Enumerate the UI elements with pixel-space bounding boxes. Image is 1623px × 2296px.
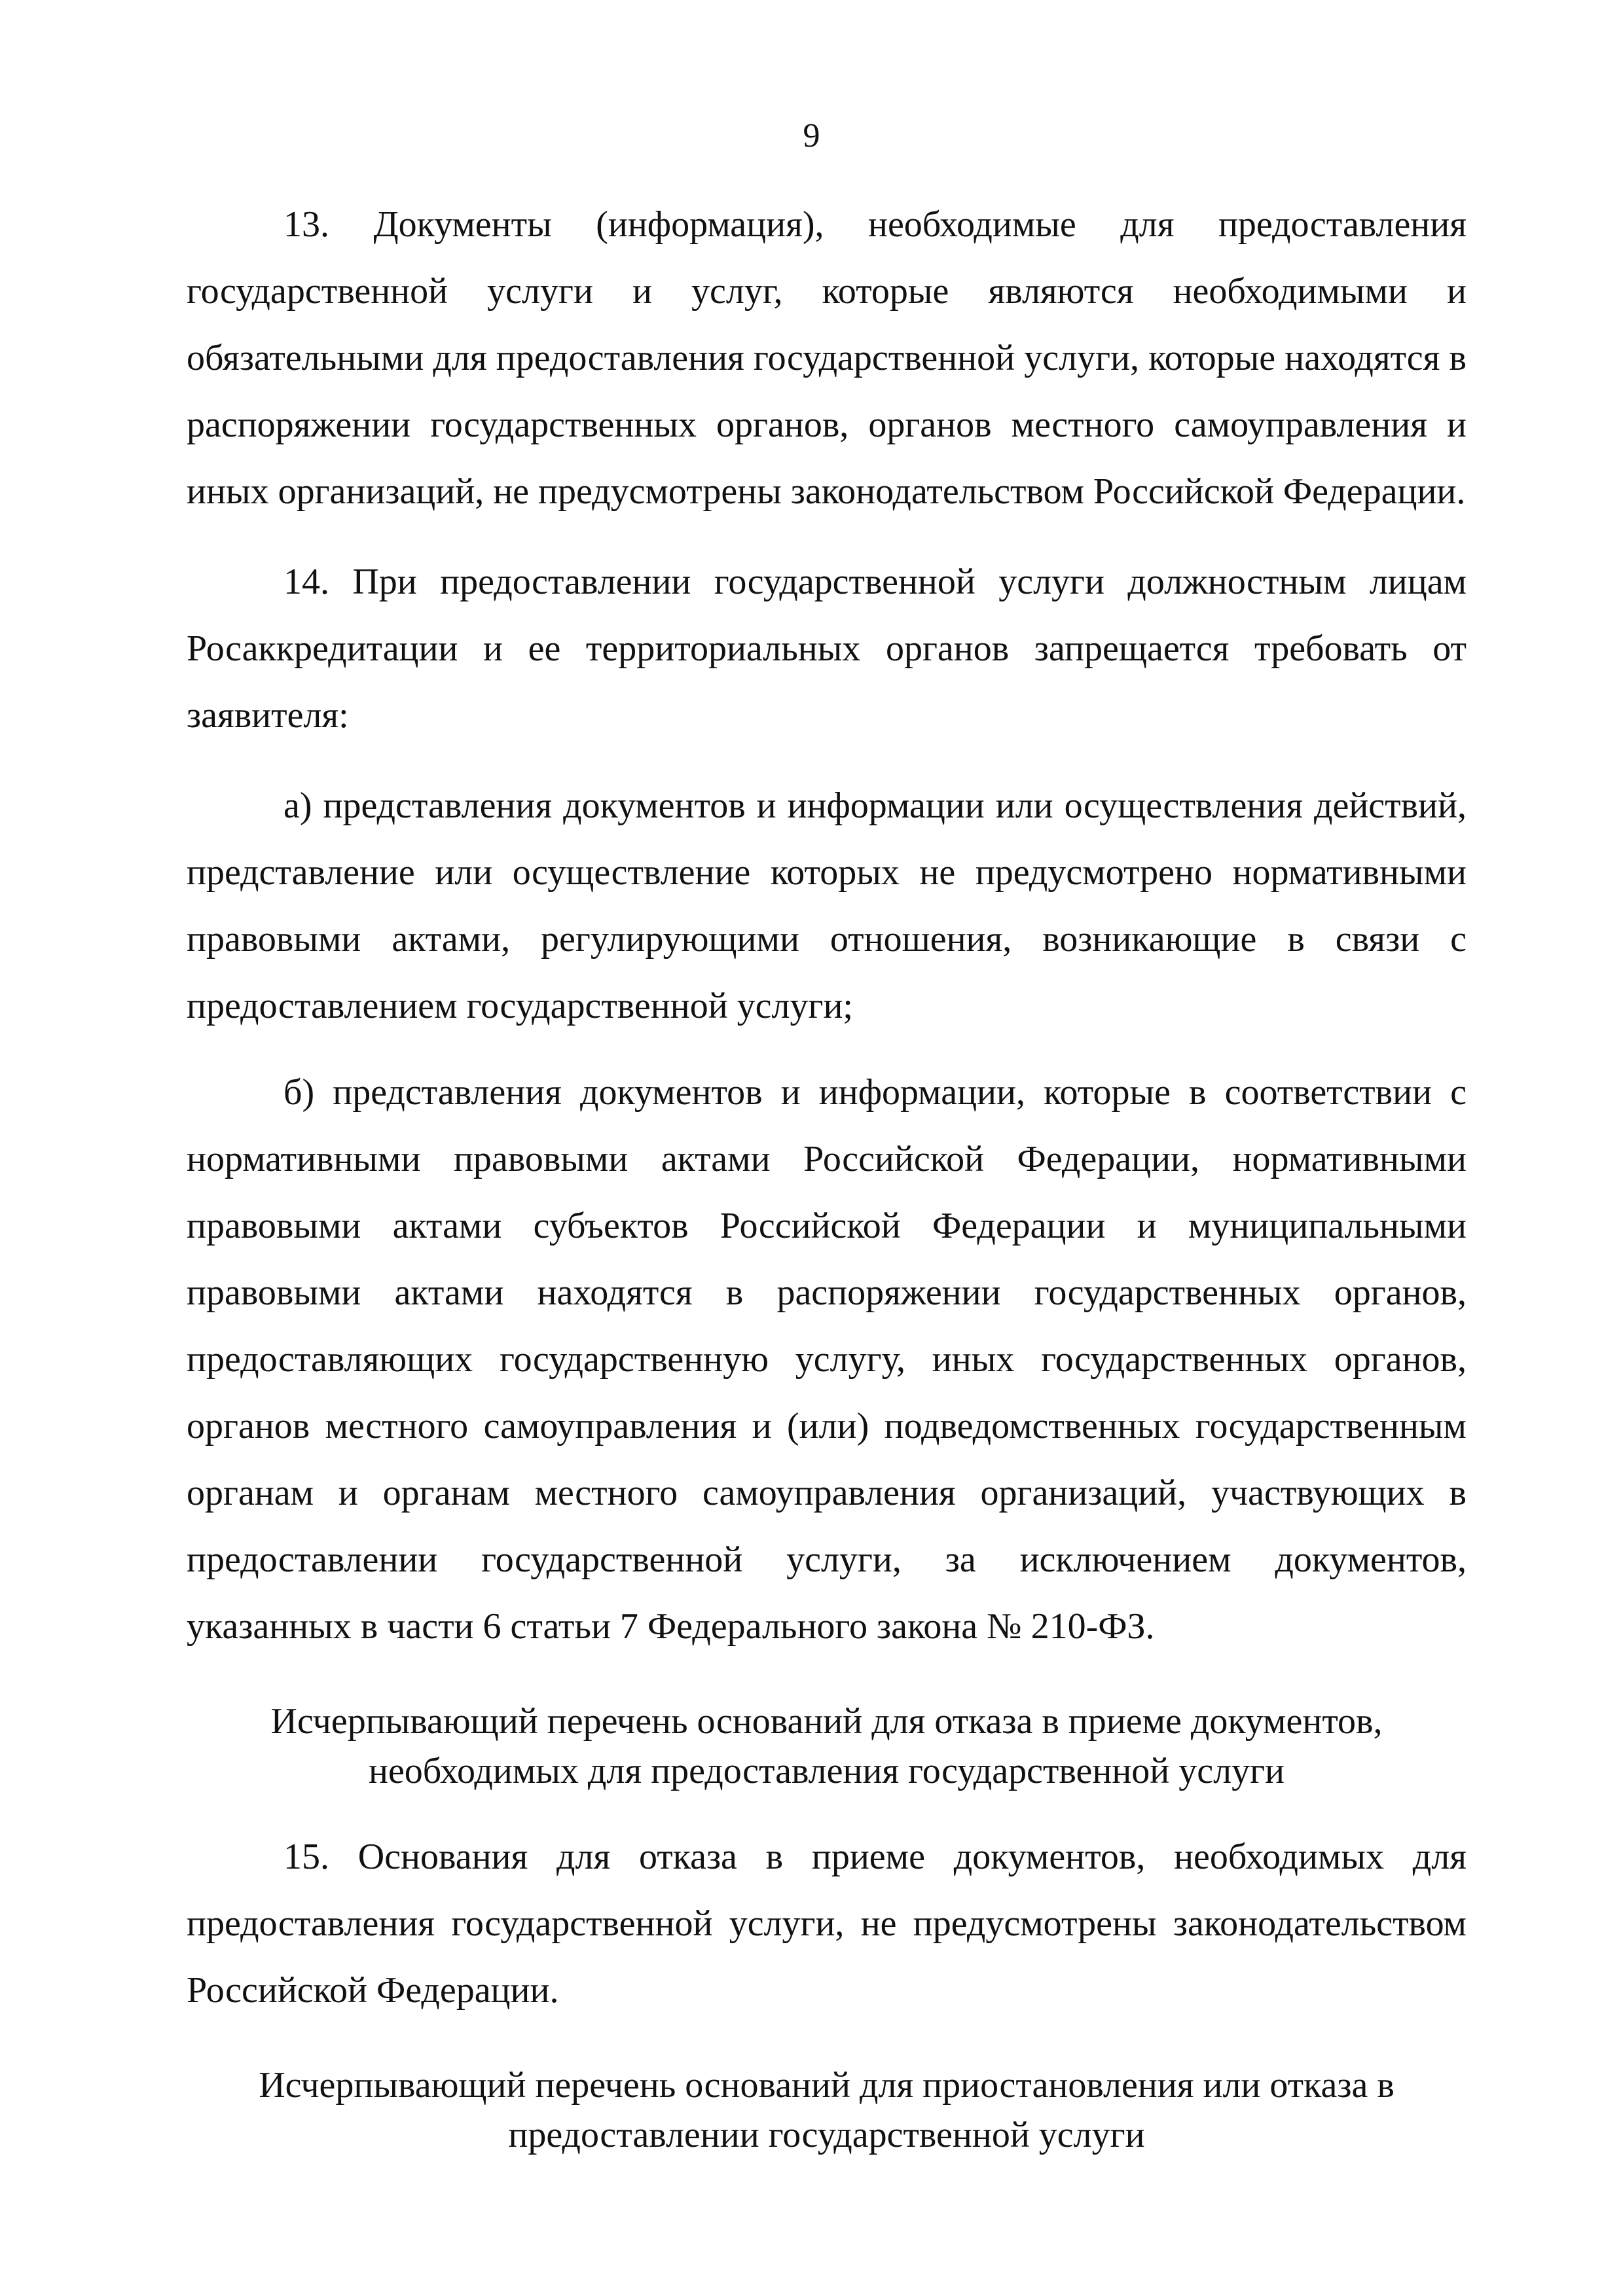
subparagraph-a: а) представления документов и информации или осуществления действий, представление или осуществление которых не предусмотрено нормативными правовыми актами, регулирующими отношения, возникающие в связи с предоставлением государственной услуги; <box>187 785 1467 1026</box>
paragraph-14: 14. При предоставлении государственной услуги должностным лицам Росаккредитации и ее территориальных органов запрещается требовать от заявителя: <box>187 562 1467 736</box>
document-body <box>187 191 1467 2187</box>
page-number: 9 <box>803 117 820 154</box>
section-heading-suspension-refusal: Исчерпывающий перечень оснований для приостановления или отказа в предоставлении государственной услуги <box>259 2065 1395 2155</box>
paragraph-15: 15. Основания для отказа в приеме документов, необходимых для предоставления государственной услуги, не предусмотрены законодательством Российской Федерации. <box>187 1837 1467 2011</box>
paragraph-13: 13. Документы (информация), необходимые для предоставления государственной услуги и услуг, которые являются необходимыми и обязательными для предоставления государственной услуги, которые находятся в распоряжении государственных органов, органов местного самоуправления и иных организаций, не предусмотрены законодательством Российской Федерации. <box>187 204 1467 512</box>
section-heading-refusal-acceptance: Исчерпывающий перечень оснований для отказа в приеме документов, необходимых для предоставления государственной услуги <box>270 1701 1383 1791</box>
subparagraph-b: б) представления документов и информации, которые в соответствии с нормативными правовыми актами Российской Федерации, нормативными правовыми актами субъектов Российской Федерации и муниципальными правовыми актами находятся в распоряжении государственных органов, предоставляющих государственную услугу, иных государственных органов, органов местного самоуправления и (или) подведомственных государственным органам и органам местного самоуправления организаций, участвующих в предоставлении государственной услуги, за исключением документов, указанных в части 6 статьи 7 Федерального закона № 210-ФЗ. <box>187 1072 1467 1647</box>
